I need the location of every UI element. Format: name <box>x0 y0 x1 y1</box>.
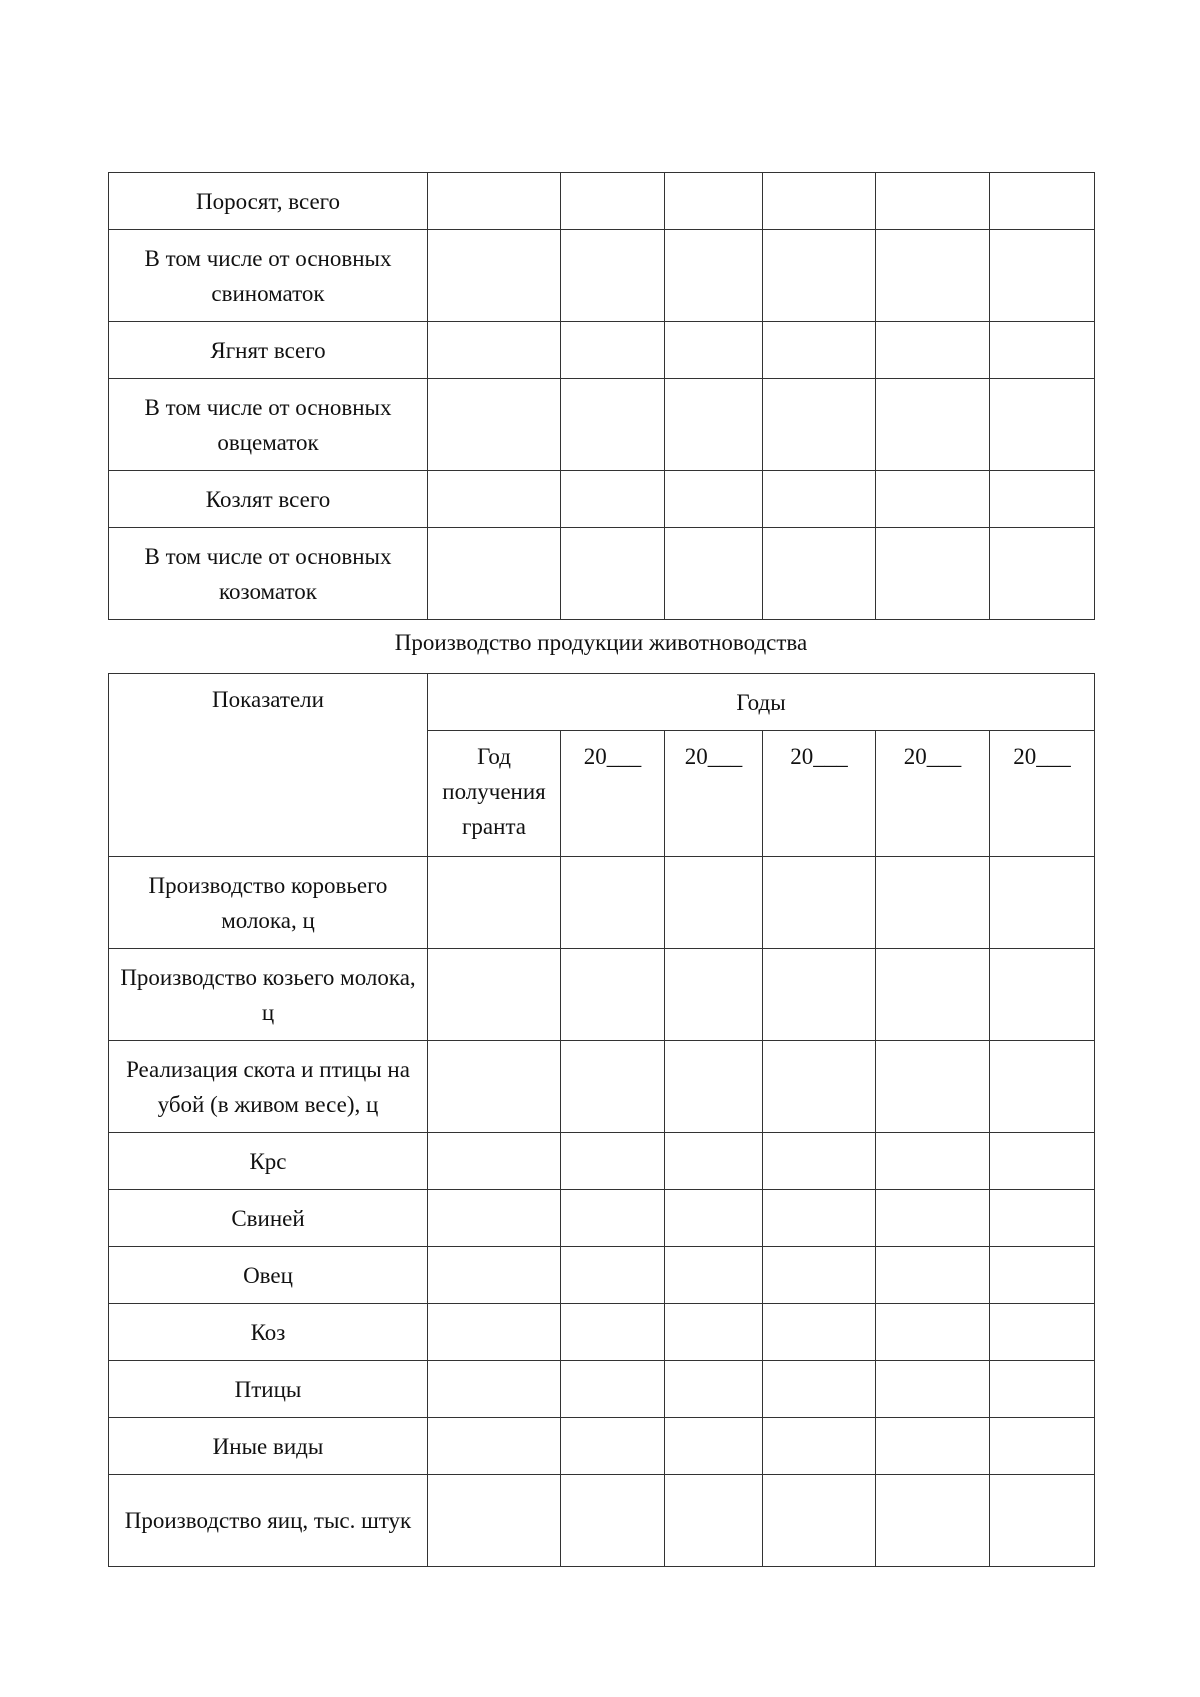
header-row <box>109 674 1095 731</box>
empty-cell[interactable] <box>990 379 1095 471</box>
empty-cell[interactable] <box>665 528 763 620</box>
table-row <box>109 173 1095 230</box>
empty-cell[interactable] <box>561 949 665 1041</box>
empty-cell[interactable] <box>876 1418 990 1475</box>
empty-cell[interactable] <box>665 1418 763 1475</box>
empty-cell[interactable] <box>665 1361 763 1418</box>
empty-cell[interactable] <box>428 1418 561 1475</box>
empty-cell[interactable] <box>561 471 665 528</box>
empty-cell[interactable] <box>428 322 561 379</box>
row-label: Производство коровьего молока, ц <box>109 857 428 949</box>
row-label: Поросят, всего <box>109 173 428 230</box>
empty-cell[interactable] <box>665 1475 763 1567</box>
empty-cell[interactable] <box>428 1190 561 1247</box>
empty-cell[interactable] <box>876 173 990 230</box>
empty-cell[interactable] <box>990 1361 1095 1418</box>
row-label: Реализация скота и птицы на убой (в живом весе), ц <box>109 1041 428 1133</box>
row-label: Овец <box>109 1247 428 1304</box>
empty-cell[interactable] <box>561 1418 665 1475</box>
table-row <box>109 528 1095 620</box>
empty-cell[interactable] <box>428 230 561 322</box>
empty-cell[interactable] <box>990 322 1095 379</box>
empty-cell[interactable] <box>561 857 665 949</box>
table-row <box>109 1418 1095 1475</box>
empty-cell[interactable] <box>876 1133 990 1190</box>
row-label: Производство козьего молока, ц <box>109 949 428 1041</box>
table-row <box>109 230 1095 322</box>
empty-cell[interactable] <box>990 173 1095 230</box>
empty-cell[interactable] <box>428 1133 561 1190</box>
table-row <box>109 471 1095 528</box>
empty-cell[interactable] <box>763 230 876 322</box>
empty-cell[interactable] <box>763 1247 876 1304</box>
empty-cell[interactable] <box>561 1475 665 1567</box>
empty-cell[interactable] <box>990 471 1095 528</box>
empty-cell[interactable] <box>665 379 763 471</box>
table-row <box>109 1475 1095 1567</box>
empty-cell[interactable] <box>428 173 561 230</box>
empty-cell[interactable] <box>990 528 1095 620</box>
year-col-header: Год получения гранта <box>428 731 561 857</box>
table-row <box>109 322 1095 379</box>
empty-cell[interactable] <box>665 1247 763 1304</box>
row-label: Иные виды <box>109 1418 428 1475</box>
empty-cell[interactable] <box>763 949 876 1041</box>
table-row <box>109 1041 1095 1133</box>
empty-cell[interactable] <box>561 1361 665 1418</box>
empty-cell[interactable] <box>876 1247 990 1304</box>
empty-cell[interactable] <box>990 1247 1095 1304</box>
empty-cell[interactable] <box>428 528 561 620</box>
empty-cell[interactable] <box>561 528 665 620</box>
empty-cell[interactable] <box>876 857 990 949</box>
empty-cell[interactable] <box>561 379 665 471</box>
empty-cell[interactable] <box>876 1361 990 1418</box>
empty-cell[interactable] <box>561 230 665 322</box>
empty-cell[interactable] <box>665 949 763 1041</box>
empty-cell[interactable] <box>763 322 876 379</box>
table-row <box>109 1247 1095 1304</box>
indicators-header: Показатели <box>109 674 428 857</box>
empty-cell[interactable] <box>876 322 990 379</box>
empty-cell[interactable] <box>763 1418 876 1475</box>
empty-cell[interactable] <box>876 230 990 322</box>
row-label: В том числе от основных свиноматок <box>109 230 428 322</box>
empty-cell[interactable] <box>665 857 763 949</box>
row-label: Козлят всего <box>109 471 428 528</box>
empty-cell[interactable] <box>876 528 990 620</box>
empty-cell[interactable] <box>990 949 1095 1041</box>
empty-cell[interactable] <box>665 230 763 322</box>
row-label: Свиней <box>109 1190 428 1247</box>
empty-cell[interactable] <box>876 379 990 471</box>
empty-cell[interactable] <box>428 1041 561 1133</box>
table-row <box>109 379 1095 471</box>
table-row <box>109 949 1095 1041</box>
year-col-header: 20___ <box>876 731 990 857</box>
empty-cell[interactable] <box>763 379 876 471</box>
empty-cell[interactable] <box>763 1304 876 1361</box>
empty-cell[interactable] <box>665 1133 763 1190</box>
empty-cell[interactable] <box>763 471 876 528</box>
year-col-header: 20___ <box>763 731 876 857</box>
empty-cell[interactable] <box>763 1133 876 1190</box>
row-label: Производство яиц, тыс. штук <box>109 1475 428 1567</box>
empty-cell[interactable] <box>990 1041 1095 1133</box>
empty-cell[interactable] <box>428 949 561 1041</box>
empty-cell[interactable] <box>876 1304 990 1361</box>
empty-cell[interactable] <box>763 857 876 949</box>
empty-cell[interactable] <box>428 1361 561 1418</box>
empty-cell[interactable] <box>665 471 763 528</box>
empty-cell[interactable] <box>763 173 876 230</box>
livestock-young-table <box>108 172 1095 620</box>
empty-cell[interactable] <box>428 1475 561 1567</box>
empty-cell[interactable] <box>763 1361 876 1418</box>
empty-cell[interactable] <box>428 471 561 528</box>
livestock-production-table <box>108 673 1095 1567</box>
empty-cell[interactable] <box>763 1475 876 1567</box>
empty-cell[interactable] <box>763 1190 876 1247</box>
empty-cell[interactable] <box>990 1304 1095 1361</box>
empty-cell[interactable] <box>428 1247 561 1304</box>
year-col-header: 20___ <box>561 731 665 857</box>
empty-cell[interactable] <box>763 1041 876 1133</box>
empty-cell[interactable] <box>990 1475 1095 1567</box>
table-row <box>109 1133 1095 1190</box>
empty-cell[interactable] <box>561 1304 665 1361</box>
row-label: Птицы <box>109 1361 428 1418</box>
empty-cell[interactable] <box>428 1304 561 1361</box>
empty-cell[interactable] <box>665 173 763 230</box>
row-label: В том числе от основных козоматок <box>109 528 428 620</box>
empty-cell[interactable] <box>876 1041 990 1133</box>
empty-cell[interactable] <box>561 1190 665 1247</box>
empty-cell[interactable] <box>561 173 665 230</box>
empty-cell[interactable] <box>665 1190 763 1247</box>
years-header: Годы <box>428 674 1095 731</box>
empty-cell[interactable] <box>665 1041 763 1133</box>
table-row <box>109 1190 1095 1247</box>
empty-cell[interactable] <box>561 322 665 379</box>
empty-cell[interactable] <box>561 1041 665 1133</box>
empty-cell[interactable] <box>665 322 763 379</box>
empty-cell[interactable] <box>990 1418 1095 1475</box>
empty-cell[interactable] <box>876 1475 990 1567</box>
row-label: Ягнят всего <box>109 322 428 379</box>
table-row <box>109 1304 1095 1361</box>
empty-cell[interactable] <box>876 1190 990 1247</box>
row-label: Коз <box>109 1304 428 1361</box>
empty-cell[interactable] <box>561 1247 665 1304</box>
empty-cell[interactable] <box>428 379 561 471</box>
year-col-header: 20___ <box>665 731 763 857</box>
table-row <box>109 1361 1095 1418</box>
table-row <box>109 857 1095 949</box>
table-caption: Производство продукции животноводства <box>394 630 808 655</box>
empty-cell[interactable] <box>763 528 876 620</box>
empty-cell[interactable] <box>990 857 1095 949</box>
empty-cell[interactable] <box>561 1133 665 1190</box>
row-label: Крс <box>109 1133 428 1190</box>
row-label: В том числе от основных овцематок <box>109 379 428 471</box>
empty-cell[interactable] <box>990 1190 1095 1247</box>
empty-cell[interactable] <box>990 1133 1095 1190</box>
empty-cell[interactable] <box>876 949 990 1041</box>
year-col-header: 20___ <box>990 731 1095 857</box>
empty-cell[interactable] <box>428 857 561 949</box>
empty-cell[interactable] <box>876 471 990 528</box>
empty-cell[interactable] <box>990 230 1095 322</box>
empty-cell[interactable] <box>665 1304 763 1361</box>
